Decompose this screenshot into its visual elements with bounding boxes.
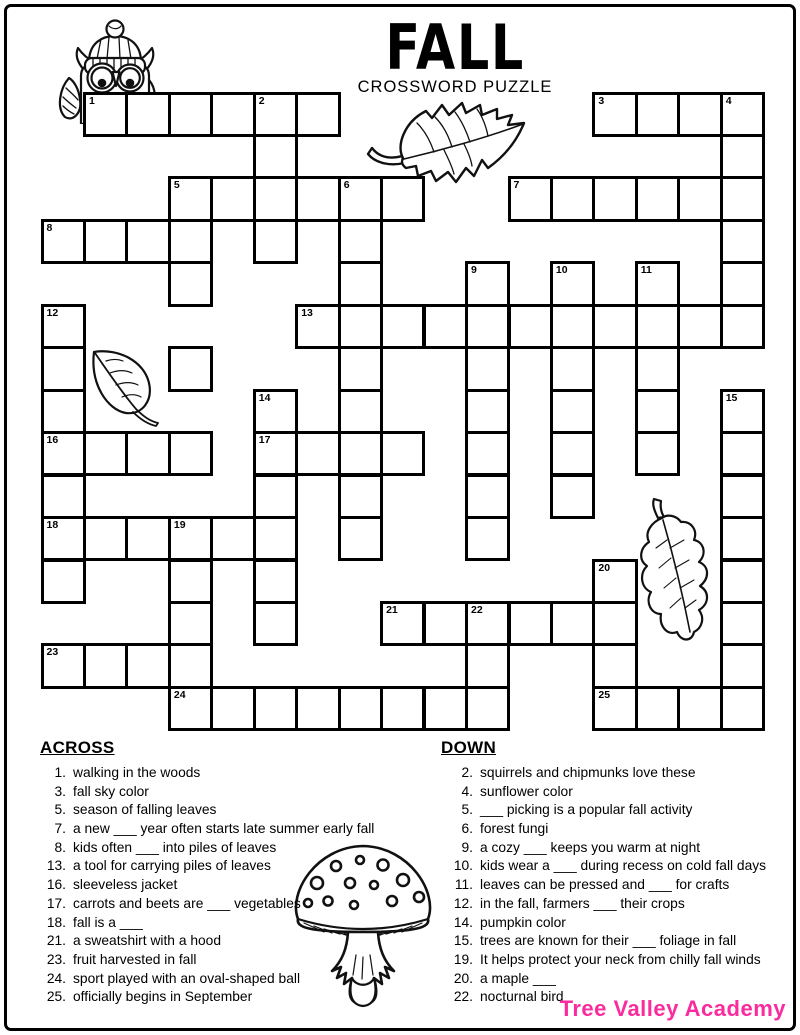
grid-cell[interactable] xyxy=(210,92,255,137)
down-clue-list xyxy=(441,765,793,1008)
grid-cell[interactable] xyxy=(550,389,595,434)
clue-item-text: leaves can be pressed and ___ for crafts xyxy=(480,877,730,893)
brand-logo-text: Tree Valley Academy xyxy=(559,996,786,1021)
clue-item-number: 12. xyxy=(453,895,473,911)
clue-item-text: a cozy ___ keeps you warm at night xyxy=(480,839,701,855)
grid-cell[interactable] xyxy=(677,686,722,731)
clue-number: 14 xyxy=(258,391,271,404)
grid-cell[interactable] xyxy=(550,431,595,476)
clue-item xyxy=(40,840,430,859)
grid-cell[interactable] xyxy=(465,601,510,646)
grid-cell[interactable] xyxy=(550,601,595,646)
clue-item-number: 3. xyxy=(54,783,66,799)
grid-cell[interactable] xyxy=(338,516,383,561)
clue-item xyxy=(441,915,793,934)
grid-cell[interactable] xyxy=(295,686,340,731)
grid-cell[interactable] xyxy=(210,516,255,561)
clue-item-number: 8. xyxy=(54,839,66,855)
grid-cell[interactable] xyxy=(83,431,128,476)
clue-item xyxy=(441,896,793,915)
clue-item-text: ___ picking is a popular fall activity xyxy=(480,802,693,818)
clue-item-number: 10. xyxy=(453,858,473,874)
grid-cell[interactable] xyxy=(720,601,765,646)
grid-cell[interactable] xyxy=(677,304,722,349)
grid-cell[interactable] xyxy=(720,134,765,179)
grid-cell[interactable] xyxy=(380,304,425,349)
clue-item xyxy=(40,933,430,952)
grid-cell[interactable] xyxy=(592,92,637,137)
clue-item-number: 23. xyxy=(46,951,66,967)
clue-item-number: 9. xyxy=(461,839,473,855)
clue-item-number: 11. xyxy=(454,877,473,893)
grid-cell[interactable] xyxy=(168,601,213,646)
grid-cell[interactable] xyxy=(465,261,510,306)
oak-leaf-icon xyxy=(634,496,712,648)
grid-cell[interactable] xyxy=(592,304,637,349)
grid-cell[interactable] xyxy=(677,92,722,137)
grid-cell[interactable] xyxy=(592,601,637,646)
clue-item-text: It helps protect your neck from chilly fall winds xyxy=(480,951,761,967)
clue-item-text: kids often ___ into piles of leaves xyxy=(73,839,277,855)
grid-cell[interactable] xyxy=(720,686,765,731)
clue-number: 20 xyxy=(598,561,611,574)
grid-cell[interactable] xyxy=(677,176,722,221)
grid-cell[interactable] xyxy=(550,346,595,391)
clue-item-number: 18. xyxy=(46,914,66,930)
clue-number: 1 xyxy=(89,94,95,107)
header xyxy=(320,11,590,97)
clue-item-number: 5. xyxy=(461,802,473,818)
grid-cell[interactable] xyxy=(635,346,680,391)
clue-item xyxy=(40,765,430,784)
birch-leaf-icon xyxy=(86,347,162,427)
grid-cell[interactable] xyxy=(295,431,340,476)
clue-number: 3 xyxy=(598,94,605,107)
clue-item-text: a tool for carrying piles of leaves xyxy=(73,858,271,874)
clue-item xyxy=(40,971,430,990)
grid-cell[interactable] xyxy=(41,643,86,688)
grid-cell[interactable] xyxy=(41,516,86,561)
grid-cell[interactable] xyxy=(295,304,340,349)
clue-item xyxy=(441,971,793,990)
clue-item-text: in the fall, farmers ___ their crops xyxy=(480,895,685,911)
clue-item-text: kids wear a ___ during recess on cold fall days xyxy=(480,858,767,874)
clue-number: 13 xyxy=(301,306,313,319)
grid-cell[interactable] xyxy=(465,431,510,476)
clue-number: 17 xyxy=(258,434,271,447)
clue-number: 12 xyxy=(46,306,59,319)
grid-cell[interactable] xyxy=(253,219,298,264)
grid-cell[interactable] xyxy=(41,389,86,434)
grid-cell[interactable] xyxy=(720,219,765,264)
clue-item-number: 4. xyxy=(461,783,473,799)
clue-item xyxy=(441,802,793,821)
clue-number: 19 xyxy=(173,519,186,531)
clue-number: 15 xyxy=(725,391,738,404)
clue-item-text: walking in the woods xyxy=(73,765,201,780)
page-subtitle: CROSSWORD PUZZLE xyxy=(357,78,553,96)
clue-number: 23 xyxy=(46,646,59,659)
clue-item-text: fruit harvested in fall xyxy=(73,951,197,967)
grid-cell[interactable] xyxy=(210,686,255,731)
clue-number: 11 xyxy=(640,264,652,277)
clue-item-text: a sweatshirt with a hood xyxy=(73,933,222,949)
clue-item xyxy=(441,952,793,971)
grid-cell[interactable] xyxy=(253,176,298,221)
clue-number: 24 xyxy=(173,688,186,701)
clue-item-number: 5. xyxy=(54,802,66,818)
grid-cell[interactable] xyxy=(720,304,765,349)
grid-cell[interactable] xyxy=(338,686,383,731)
clue-item xyxy=(40,821,430,840)
grid-cell[interactable] xyxy=(465,686,510,731)
across-clues-section xyxy=(40,738,430,1008)
grid-cell[interactable] xyxy=(41,219,86,264)
grid-cell[interactable] xyxy=(508,176,553,221)
grid-cell[interactable] xyxy=(41,304,86,349)
grid-cell[interactable] xyxy=(338,261,383,306)
grid-cell[interactable] xyxy=(83,219,128,264)
clue-number: 4 xyxy=(725,94,732,107)
grid-cell[interactable] xyxy=(465,474,510,519)
grid-cell[interactable] xyxy=(720,92,765,137)
grid-cell[interactable] xyxy=(41,474,86,519)
clue-number: 9 xyxy=(471,264,477,277)
grid-cell[interactable] xyxy=(295,176,340,221)
grid-cell[interactable] xyxy=(720,516,765,561)
clue-item-text: a new ___ year often starts late summer early fall xyxy=(73,821,375,837)
grid-cell[interactable] xyxy=(253,389,298,434)
clue-item xyxy=(441,877,793,896)
grid-cell[interactable] xyxy=(168,346,213,391)
grid-cell[interactable] xyxy=(338,346,383,391)
clue-number: 6 xyxy=(343,179,350,192)
grid-cell[interactable] xyxy=(508,304,553,349)
grid-cell[interactable] xyxy=(720,431,765,476)
grid-cell[interactable] xyxy=(125,516,170,561)
clue-item xyxy=(40,802,430,821)
grid-cell[interactable] xyxy=(168,219,213,264)
page-title: FALL xyxy=(385,11,525,84)
clue-item xyxy=(441,933,793,952)
clue-item-number: 21. xyxy=(46,933,66,949)
grid-cell[interactable] xyxy=(295,92,340,137)
clue-item xyxy=(40,784,430,803)
grid-cell[interactable] xyxy=(253,92,298,137)
clue-item-text: squirrels and chipmunks love these xyxy=(480,765,696,780)
grid-cell[interactable] xyxy=(168,431,213,476)
clue-item-text: season of falling leaves xyxy=(73,802,217,818)
clue-item xyxy=(441,821,793,840)
grid-cell[interactable] xyxy=(635,176,680,221)
clue-number: 5 xyxy=(173,179,180,192)
grid-cell[interactable] xyxy=(253,559,298,604)
grid-cell[interactable] xyxy=(465,304,510,349)
clue-item-number: 20. xyxy=(453,970,473,986)
grid-cell[interactable] xyxy=(720,176,765,221)
grid-cell[interactable] xyxy=(41,559,86,604)
grid-cell[interactable] xyxy=(338,304,383,349)
grid-cell[interactable] xyxy=(635,389,680,434)
clue-item-text: pumpkin color xyxy=(480,914,566,930)
grid-cell[interactable] xyxy=(465,643,510,688)
clue-item-number: 13. xyxy=(46,858,66,874)
clue-number: 2 xyxy=(258,94,265,107)
clue-number: 16 xyxy=(46,434,59,447)
grid-cell[interactable] xyxy=(423,601,468,646)
clue-item xyxy=(441,765,793,784)
clue-item-number: 7. xyxy=(54,821,66,837)
clue-item-number: 14. xyxy=(453,914,473,930)
grid-cell[interactable] xyxy=(720,559,765,604)
clue-item xyxy=(441,858,793,877)
grid-cell[interactable] xyxy=(125,219,170,264)
grid-cell[interactable] xyxy=(592,559,637,604)
across-clue-list xyxy=(40,765,430,1008)
clue-item-text: fall sky color xyxy=(73,783,149,799)
grid-cell[interactable] xyxy=(83,643,128,688)
grid-cell[interactable] xyxy=(253,601,298,646)
grid-cell[interactable] xyxy=(550,261,595,306)
grid-cell[interactable] xyxy=(338,176,383,221)
grid-cell[interactable] xyxy=(253,134,298,179)
clue-item-number: 6. xyxy=(461,821,473,837)
grid-cell[interactable] xyxy=(550,176,595,221)
clue-item-text: sunflower color xyxy=(480,783,573,799)
grid-cell[interactable] xyxy=(380,686,425,731)
grid-cell[interactable] xyxy=(168,176,213,221)
clue-number: 21 xyxy=(386,603,398,616)
clue-item-text: trees are known for their ___ foliage in fall xyxy=(480,933,737,949)
clue-item-text: officially begins in September xyxy=(73,989,253,1005)
clue-item xyxy=(40,877,430,896)
grid-cell[interactable] xyxy=(380,431,425,476)
clue-item-text: fall is a ___ xyxy=(73,914,143,930)
clue-number: 18 xyxy=(46,519,59,531)
clue-number: 8 xyxy=(46,221,53,234)
grid-cell[interactable] xyxy=(338,431,383,476)
grid-cell[interactable] xyxy=(338,219,383,264)
clue-item xyxy=(40,989,430,1008)
grid-cell[interactable] xyxy=(41,431,86,476)
clue-item xyxy=(40,952,430,971)
grid-cell[interactable] xyxy=(83,516,128,561)
grid-cell[interactable] xyxy=(168,92,213,137)
clue-item xyxy=(40,915,430,934)
grid-cell[interactable] xyxy=(253,686,298,731)
grid-cell[interactable] xyxy=(338,474,383,519)
grid-cell[interactable] xyxy=(550,304,595,349)
grid-cell[interactable] xyxy=(635,686,680,731)
grid-cell[interactable] xyxy=(550,474,595,519)
clue-item-number: 16. xyxy=(46,877,66,893)
grid-cell[interactable] xyxy=(465,516,510,561)
clue-number: 22 xyxy=(471,603,483,616)
clue-item-number: 24. xyxy=(46,970,66,986)
clue-item-text: nocturnal bird xyxy=(480,989,564,1005)
across-heading: ACROSS xyxy=(40,738,115,757)
grid-cell[interactable] xyxy=(635,431,680,476)
grid-cell[interactable] xyxy=(380,601,425,646)
clue-item-text: carrots and beets are ___ vegetables xyxy=(73,895,301,911)
clue-item-number: 1. xyxy=(54,765,66,780)
grid-cell[interactable] xyxy=(465,389,510,434)
grid-cell[interactable] xyxy=(635,304,680,349)
clue-number: 7 xyxy=(513,179,520,192)
grid-cell[interactable] xyxy=(720,261,765,306)
grid-cell[interactable] xyxy=(168,686,213,731)
grid-cell[interactable] xyxy=(125,431,170,476)
down-clues-section xyxy=(441,738,793,1008)
clue-item xyxy=(40,896,430,915)
grid-cell[interactable] xyxy=(635,261,680,306)
grid-cell[interactable] xyxy=(720,643,765,688)
grid-cell[interactable] xyxy=(125,92,170,137)
clue-item-number: 25. xyxy=(46,989,66,1005)
grid-cell[interactable] xyxy=(380,176,425,221)
clue-item-text: forest fungi xyxy=(480,821,549,837)
grid-cell[interactable] xyxy=(592,686,637,731)
down-heading: DOWN xyxy=(441,738,497,757)
grid-cell[interactable] xyxy=(592,643,637,688)
grid-cell[interactable] xyxy=(210,176,255,221)
clue-number: 25 xyxy=(598,688,611,701)
clue-number: 10 xyxy=(555,264,568,277)
grid-cell[interactable] xyxy=(338,389,383,434)
grid-cell[interactable] xyxy=(720,474,765,519)
clue-item xyxy=(441,784,793,803)
grid-cell[interactable] xyxy=(253,516,298,561)
grid-cell[interactable] xyxy=(592,176,637,221)
clue-item-text: a maple ___ xyxy=(480,970,556,986)
grid-cell[interactable] xyxy=(83,92,128,137)
clue-item-number: 22. xyxy=(453,989,473,1005)
grid-cell[interactable] xyxy=(423,304,468,349)
grid-cell[interactable] xyxy=(465,346,510,391)
clue-item-text: sleeveless jacket xyxy=(73,877,178,893)
grid-cell[interactable] xyxy=(253,431,298,476)
clue-item-number: 17. xyxy=(46,895,66,911)
grid-cell[interactable] xyxy=(168,559,213,604)
clue-item-text: sport played with an oval-shaped ball xyxy=(73,970,301,986)
grid-cell[interactable] xyxy=(423,686,468,731)
clue-item xyxy=(441,840,793,859)
grid-cell[interactable] xyxy=(635,92,680,137)
grid-cell[interactable] xyxy=(253,474,298,519)
grid-cell[interactable] xyxy=(508,601,553,646)
grid-cell[interactable] xyxy=(720,389,765,434)
grid-cell[interactable] xyxy=(125,643,170,688)
clue-item xyxy=(40,858,430,877)
grid-cell[interactable] xyxy=(168,643,213,688)
clue-item-number: 15. xyxy=(453,933,473,949)
grid-cell[interactable] xyxy=(168,516,213,561)
clue-item-number: 2. xyxy=(461,765,473,780)
clue-item-number: 19. xyxy=(453,951,473,967)
grid-cell[interactable] xyxy=(41,346,86,391)
grid-cell[interactable] xyxy=(168,261,213,306)
